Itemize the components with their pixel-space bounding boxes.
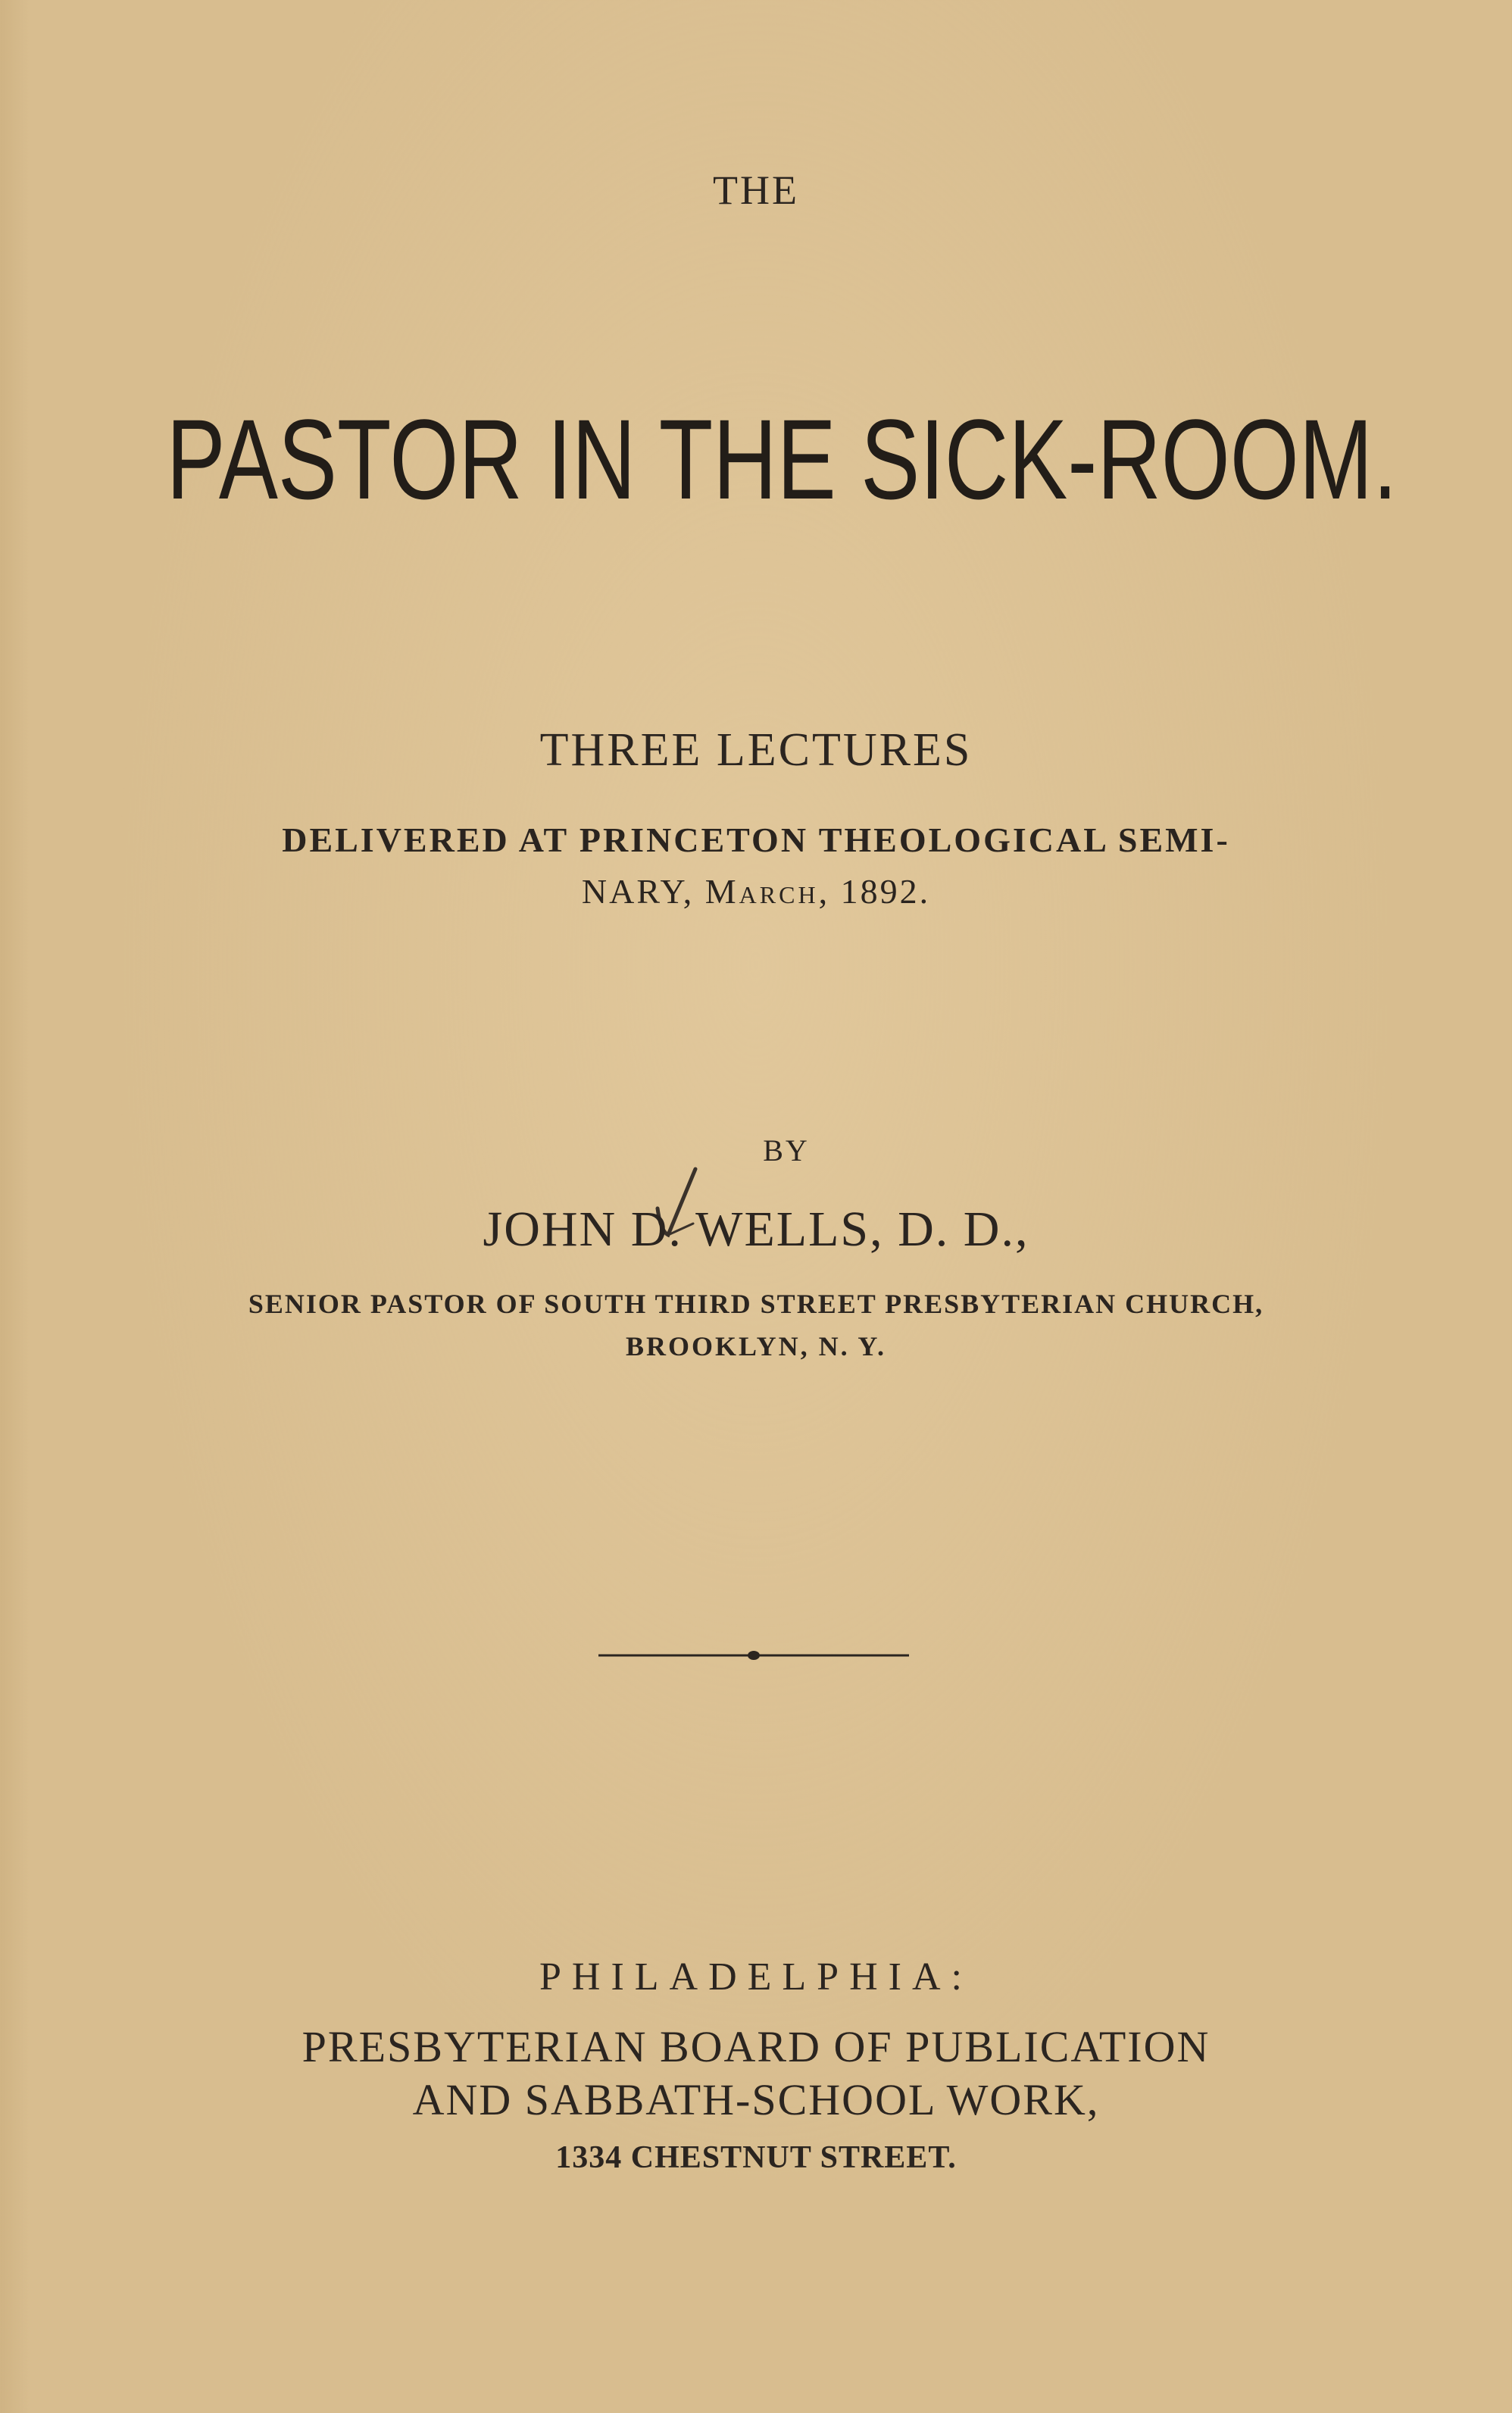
imprint-city: PHILADELPHIA: [539, 1955, 973, 1999]
publisher-line-2: AND SABBATH-SCHOOL WORK, [412, 2075, 1100, 2124]
by-label: BY [763, 1133, 810, 1167]
title-article: THE [713, 167, 799, 213]
publisher-address: 1334 CHESTNUT STREET. [555, 2140, 957, 2175]
author-position: SENIOR PASTOR OF SOUTH THIRD STREET PRESBYTERIAN CHURCH, [248, 1289, 1264, 1319]
book-subtitle: THREE LECTURES [539, 724, 973, 776]
delivery-note-month: March [704, 872, 819, 911]
book-title: PASTOR IN THE SICK-ROOM. [166, 395, 1398, 523]
author-location: BROOKLYN, N. Y. [625, 1331, 887, 1361]
delivery-note-suffix: , 1892. [818, 872, 931, 911]
publisher-line-1: PRESBYTERIAN BOARD OF PUBLICATION [301, 2022, 1211, 2071]
delivery-note-line-2 [0, 871, 1512, 911]
delivery-note-prefix: NARY, [581, 872, 705, 911]
author-name: JOHN D. WELLS, D. D., [483, 1202, 1029, 1257]
ornamental-rule [598, 1648, 909, 1663]
delivery-note-line-1: DELIVERED AT PRINCETON THEOLOGICAL SEMI- [282, 820, 1230, 859]
